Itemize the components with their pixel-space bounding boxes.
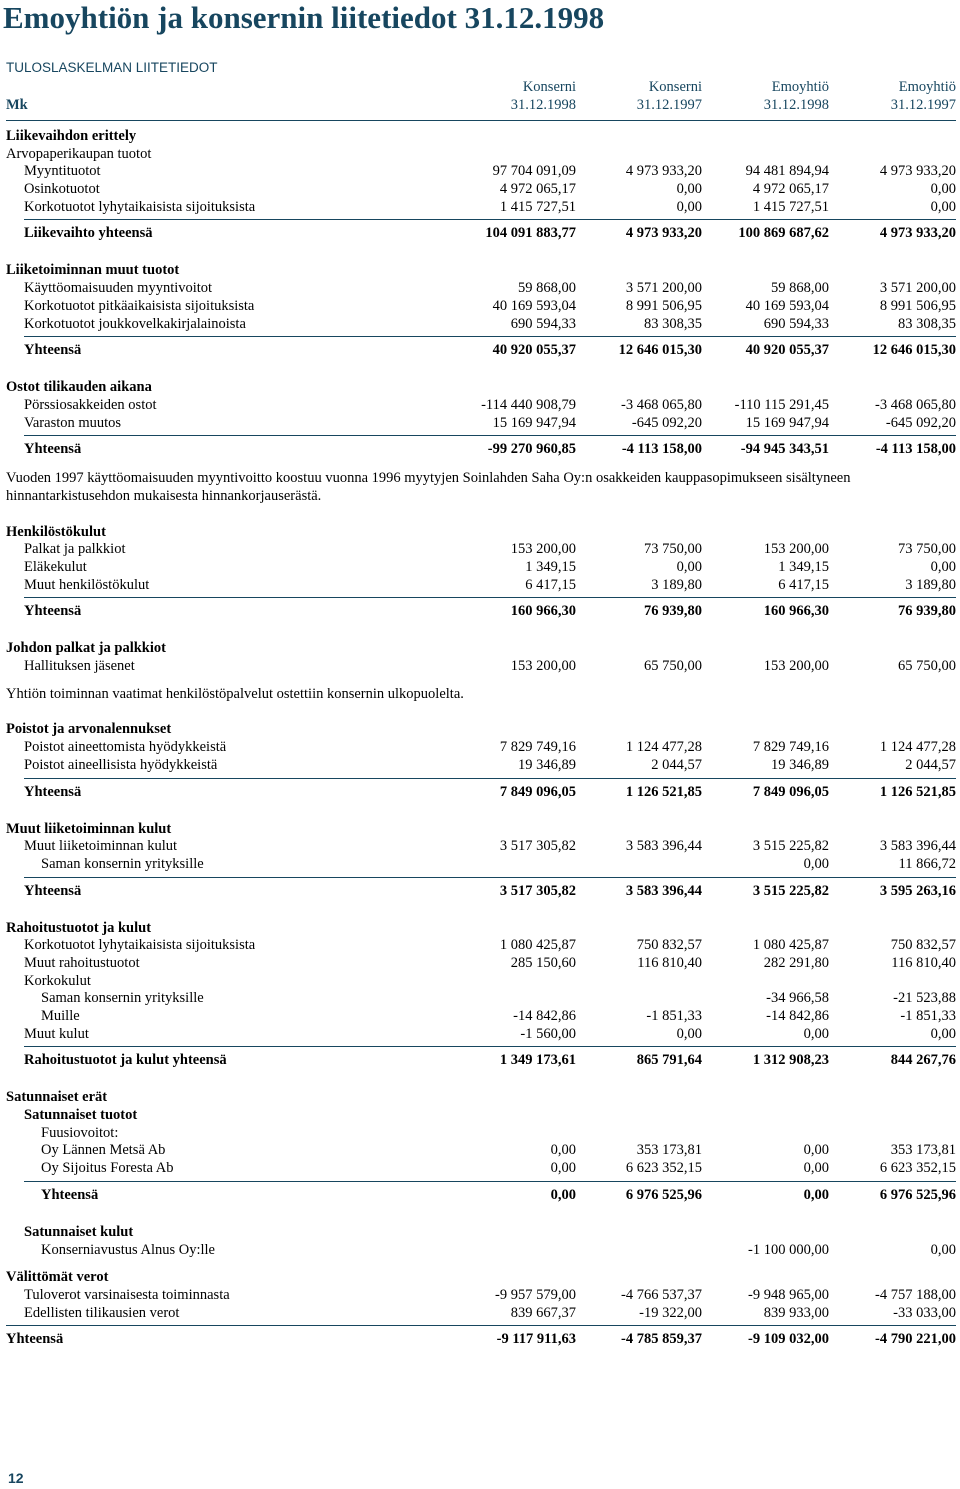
value-col-4: 3 595 263,16	[879, 882, 956, 899]
spacer	[0, 676, 960, 686]
value-col-4: 116 810,40	[891, 954, 956, 971]
value-col-4: -4 790 221,00	[875, 1331, 956, 1348]
value-col-2: 3 571 200,00	[625, 280, 702, 297]
value-col-2: -3 468 065,80	[621, 396, 702, 413]
value-col-2: 3 189,80	[651, 576, 702, 593]
note-paragraph: Yhtiön toiminnan vaatimat henkilöstöpalvelut ostettiin konsernin ulkopuolelta.	[6, 685, 464, 702]
value-col-1: 690 594,33	[510, 315, 576, 332]
row-label: Yhteensä	[24, 441, 82, 458]
value-col-2: 116 810,40	[637, 954, 702, 971]
notes-table	[0, 128, 960, 1350]
row-label: Muut henkilöstökulut	[24, 576, 150, 593]
table-row	[0, 181, 960, 199]
total-row	[0, 600, 960, 622]
value-col-2: 2 044,57	[651, 756, 702, 773]
row-label: Satunnaiset erät	[6, 1089, 108, 1106]
value-col-4: 0,00	[930, 181, 956, 198]
row-label: Oy Lännen Metsä Ab	[41, 1142, 166, 1159]
table-row	[0, 316, 960, 334]
value-col-1: 1 080 425,87	[499, 937, 576, 954]
total-row	[0, 781, 960, 803]
value-col-4: 353 173,81	[890, 1142, 956, 1159]
value-col-3: 94 481 894,94	[745, 163, 829, 180]
table-row	[0, 163, 960, 181]
row-label: Yhteensä	[41, 1186, 99, 1203]
value-col-4: 750 832,57	[890, 937, 956, 954]
table-row	[0, 856, 960, 874]
row-label: Liikevaihto yhteensä	[24, 225, 153, 242]
row-label: Osinkotuotot	[24, 181, 100, 198]
value-col-1: 40 920 055,37	[492, 342, 576, 359]
value-col-1: 97 704 091,09	[492, 163, 576, 180]
value-col-1: 839 667,37	[510, 1304, 576, 1321]
row-label: Muut liiketoiminnan kulut	[24, 838, 178, 855]
value-col-1: 153 200,00	[510, 541, 576, 558]
value-col-4: -3 468 065,80	[875, 396, 956, 413]
spacer	[0, 244, 960, 262]
total-row	[0, 880, 960, 902]
value-col-4: 3 571 200,00	[879, 280, 956, 297]
value-col-4: 4 973 933,20	[879, 225, 956, 242]
spacer	[0, 460, 960, 470]
section-heading	[0, 262, 960, 280]
section-heading	[0, 1269, 960, 1287]
table-row	[0, 757, 960, 775]
value-col-1: 0,00	[550, 1186, 576, 1203]
currency-unit-label: Mk	[6, 97, 28, 113]
value-col-4: 2 044,57	[905, 756, 956, 773]
row-label: Satunnaiset kulut	[24, 1223, 134, 1240]
row-label: Satunnaiset tuotot	[24, 1107, 138, 1124]
row-label: Korkotuotot pitkäaikaisista sijoituksista	[24, 297, 255, 314]
section-heading	[0, 524, 960, 542]
spacer	[0, 361, 960, 379]
table-row	[0, 1142, 960, 1160]
row-label: Yhteensä	[24, 603, 82, 620]
spacer	[0, 703, 960, 721]
table-row	[0, 739, 960, 757]
value-col-3: 839 933,00	[763, 1304, 829, 1321]
value-col-3: -9 948 965,00	[748, 1286, 829, 1303]
row-label: Poistot aineettomista hyödykkeistä	[24, 739, 227, 756]
col-1-date: 31.12.1998	[510, 97, 576, 113]
table-row	[0, 280, 960, 298]
table-row	[0, 146, 960, 164]
value-col-1: 1 349,15	[525, 559, 576, 576]
value-col-1: 19 346,89	[518, 756, 576, 773]
value-col-2: 6 976 525,96	[625, 1186, 702, 1203]
value-col-4: -4 113 158,00	[875, 441, 956, 458]
value-col-4: -1 851,33	[900, 1008, 956, 1025]
total-row	[0, 222, 960, 244]
value-col-4: 65 750,00	[898, 658, 956, 675]
page-title: Emoyhtiön ja konsernin liitetiedot 31.12.1998	[3, 0, 605, 35]
table-row	[0, 577, 960, 595]
value-col-3: 1 415 727,51	[752, 198, 829, 215]
row-label: Ostot tilikauden aikana	[6, 379, 152, 396]
value-col-1: -9 957 579,00	[495, 1286, 576, 1303]
total-row	[0, 339, 960, 361]
value-col-3: -1 100 000,00	[748, 1241, 829, 1258]
value-col-1: 4 972 065,17	[499, 181, 576, 198]
value-col-1: 3 517 305,82	[499, 882, 576, 899]
value-col-4: -21 523,88	[893, 990, 956, 1007]
value-col-4: 1 126 521,85	[879, 783, 956, 800]
value-col-4: 0,00	[930, 198, 956, 215]
page-number: 12	[8, 1470, 24, 1486]
row-label: Oy Sijoitus Foresta Ab	[41, 1160, 174, 1177]
header-divider	[6, 120, 956, 121]
col-4-date: 31.12.1997	[890, 97, 956, 113]
value-col-4: -33 033,00	[893, 1304, 956, 1321]
value-col-2: -4 785 859,37	[621, 1331, 702, 1348]
value-col-3: -9 109 032,00	[748, 1331, 829, 1348]
value-col-3: 59 868,00	[771, 280, 829, 297]
row-label: Hallituksen jäsenet	[24, 658, 135, 675]
row-label: Välittömät verot	[6, 1269, 109, 1286]
value-col-3: 19 346,89	[771, 756, 829, 773]
row-label: Konserniavustus Alnus Oy:lle	[41, 1241, 215, 1258]
value-col-2: -1 851,33	[646, 1008, 702, 1025]
value-col-1: -1 560,00	[520, 1025, 576, 1042]
value-col-1: 153 200,00	[510, 658, 576, 675]
row-label: Korkotuotot joukkovelkakirjalainoista	[24, 315, 246, 332]
value-col-4: 3 189,80	[905, 576, 956, 593]
value-col-2: 1 124 477,28	[625, 739, 702, 756]
table-row	[0, 937, 960, 955]
section-heading	[0, 920, 960, 938]
value-col-2: 1 126 521,85	[625, 783, 702, 800]
value-col-2: 0,00	[676, 181, 702, 198]
value-col-3: 15 169 947,94	[745, 414, 829, 431]
row-label: Tuloverot varsinaisesta toiminnasta	[24, 1286, 230, 1303]
row-label: Yhteensä	[24, 342, 82, 359]
value-col-2: 3 583 396,44	[625, 838, 702, 855]
row-label: Saman konsernin yrityksille	[41, 855, 204, 872]
section-heading	[0, 1089, 960, 1107]
section-heading	[0, 821, 960, 839]
row-label: Korkotuotot lyhytaikaisista sijoituksista	[24, 937, 256, 954]
value-col-4: 83 308,35	[898, 315, 956, 332]
row-label: Liikevaihdon erittely	[6, 128, 137, 144]
value-col-2: 0,00	[676, 1025, 702, 1042]
value-col-1: 160 966,30	[510, 603, 576, 620]
value-col-2: 76 939,80	[644, 603, 702, 620]
row-label: Poistot aineellisista hyödykkeistä	[24, 756, 218, 773]
value-col-1: 7 849 096,05	[499, 783, 576, 800]
total-row	[0, 1184, 960, 1206]
spacer	[0, 803, 960, 821]
row-label: Myyntituotot	[24, 163, 101, 180]
value-col-2: 3 583 396,44	[625, 882, 702, 899]
value-col-2: 0,00	[676, 198, 702, 215]
table-row	[0, 199, 960, 217]
col-2-date: 31.12.1997	[636, 97, 702, 113]
value-col-3: 40 169 593,04	[745, 297, 829, 314]
col-2-entity: Konserni	[648, 79, 702, 95]
value-col-3: 282 291,80	[763, 954, 829, 971]
value-col-1: 104 091 883,77	[485, 225, 576, 242]
value-col-4: 4 973 933,20	[879, 163, 956, 180]
value-col-4: 6 623 352,15	[879, 1160, 956, 1177]
value-col-2: 73 750,00	[644, 541, 702, 558]
row-label: Yhteensä	[24, 882, 82, 899]
value-col-2: 8 991 506,95	[625, 297, 702, 314]
table-row	[0, 1160, 960, 1178]
value-col-4: 844 267,76	[890, 1052, 956, 1069]
value-col-3: 100 869 687,62	[738, 225, 829, 242]
value-col-4: 76 939,80	[898, 603, 956, 620]
value-col-2: 865 791,64	[636, 1052, 702, 1069]
value-col-3: 690 594,33	[763, 315, 829, 332]
table-row	[0, 415, 960, 433]
row-label: Korkotuotot lyhytaikaisista sijoituksista	[24, 198, 256, 215]
value-col-3: 160 966,30	[763, 603, 829, 620]
value-col-1: -99 270 960,85	[487, 441, 576, 458]
row-label: Poistot ja arvonalennukset	[6, 721, 172, 738]
row-label: Johdon palkat ja palkkiot	[6, 640, 166, 657]
value-col-1: 1 415 727,51	[499, 198, 576, 215]
col-3-date: 31.12.1998	[763, 97, 829, 113]
value-col-1: 0,00	[550, 1142, 576, 1159]
section-heading	[0, 379, 960, 397]
value-col-3: 7 849 096,05	[752, 783, 829, 800]
value-col-1: -9 117 911,63	[496, 1331, 576, 1348]
value-col-3: 153 200,00	[763, 658, 829, 675]
col-3-entity: Emoyhtiö	[771, 79, 829, 95]
value-col-2: 750 832,57	[636, 937, 702, 954]
value-col-3: 3 515 225,82	[752, 838, 829, 855]
value-col-3: 1 349,15	[778, 559, 829, 576]
table-row	[0, 1008, 960, 1026]
table-row	[0, 559, 960, 577]
spacer	[0, 622, 960, 640]
table-row	[0, 1107, 960, 1125]
table-row	[0, 1224, 960, 1242]
table-row	[0, 990, 960, 1008]
value-col-4: 0,00	[930, 1241, 956, 1258]
table-row	[0, 973, 960, 991]
value-col-3: 0,00	[803, 1025, 829, 1042]
value-col-4: -4 757 188,00	[875, 1286, 956, 1303]
value-col-4: 12 646 015,30	[872, 342, 956, 359]
value-col-2: 65 750,00	[644, 658, 702, 675]
row-label: Yhteensä	[24, 783, 82, 800]
value-col-2: 6 623 352,15	[625, 1160, 702, 1177]
value-col-2: -19 322,00	[639, 1304, 702, 1321]
total-row	[0, 1049, 960, 1071]
value-col-1: -114 440 908,79	[481, 396, 576, 413]
value-col-3: -94 945 343,51	[740, 441, 829, 458]
value-col-2: -4 113 158,00	[621, 441, 702, 458]
row-label: Edellisten tilikausien verot	[24, 1304, 180, 1321]
value-col-3: -14 842,86	[766, 1008, 829, 1025]
table-row	[0, 955, 960, 973]
value-col-4: 6 976 525,96	[879, 1186, 956, 1203]
value-col-2: -4 766 537,37	[621, 1286, 702, 1303]
table-row	[0, 1287, 960, 1305]
value-col-1: 1 349 173,61	[499, 1052, 576, 1069]
row-label: Fuusiovoitot:	[41, 1124, 119, 1141]
value-col-3: 7 829 749,16	[752, 739, 829, 756]
row-label: Arvopaperikaupan tuotot	[6, 145, 152, 162]
value-col-3: 0,00	[803, 1142, 829, 1159]
value-col-1: -14 842,86	[513, 1008, 576, 1025]
spacer	[0, 1071, 960, 1089]
value-col-2: -645 092,20	[631, 414, 702, 431]
value-col-1: 0,00	[550, 1160, 576, 1177]
value-col-2: 83 308,35	[644, 315, 702, 332]
row-label: Käyttöomaisuuden myyntivoitot	[24, 280, 213, 297]
value-col-1: 285 150,60	[510, 954, 576, 971]
row-label: Muut kulut	[24, 1025, 89, 1042]
value-col-2: 4 973 933,20	[625, 163, 702, 180]
col-4-entity: Emoyhtiö	[898, 79, 956, 95]
table-row	[0, 658, 960, 676]
table-row	[0, 1305, 960, 1323]
value-col-1: 3 517 305,82	[499, 838, 576, 855]
spacer	[0, 1206, 960, 1224]
table-row	[0, 1242, 960, 1260]
value-col-4: 0,00	[930, 559, 956, 576]
value-col-4: 11 866,72	[898, 855, 956, 872]
row-label: Palkat ja palkkiot	[24, 541, 126, 558]
value-col-3: 1 312 908,23	[752, 1052, 829, 1069]
value-col-2: 353 173,81	[636, 1142, 702, 1159]
row-label: Liiketoiminnan muut tuotot	[6, 262, 180, 279]
value-col-3: -34 966,58	[766, 990, 829, 1007]
value-col-3: -110 115 291,45	[734, 396, 829, 413]
spacer	[0, 902, 960, 920]
row-label: Eläkekulut	[24, 559, 87, 576]
table-row	[0, 1026, 960, 1044]
row-label: Muut rahoitustuotot	[24, 954, 140, 971]
value-col-3: 1 080 425,87	[752, 937, 829, 954]
row-label: Henkilöstökulut	[6, 523, 106, 540]
section-subtitle: TULOSLASKELMAN LIITETIEDOT	[6, 60, 218, 75]
row-label: Yhteensä	[6, 1331, 64, 1348]
value-col-3: 153 200,00	[763, 541, 829, 558]
table-row	[0, 541, 960, 559]
value-col-4: 3 583 396,44	[879, 838, 956, 855]
row-label: Rahoitustuotot ja kulut	[6, 919, 152, 936]
note-paragraph: Vuoden 1997 käyttöomaisuuden myyntivoitto koostuu vuonna 1996 myytyjen Soinlahden Saha Oy:n osakkeiden kauppasopimukseen sisältyneen hinnantarkistusehdon mukaisesta hinnankorjauserästä.	[6, 470, 851, 504]
value-col-2: 12 646 015,30	[618, 342, 702, 359]
value-col-1: 40 169 593,04	[492, 297, 576, 314]
value-col-3: 6 417,15	[778, 576, 829, 593]
spacer	[0, 506, 960, 524]
row-label: Rahoitustuotot ja kulut yhteensä	[24, 1052, 227, 1069]
value-col-3: 0,00	[803, 855, 829, 872]
value-col-4: 73 750,00	[898, 541, 956, 558]
value-col-3: 4 972 065,17	[752, 181, 829, 198]
table-row	[0, 838, 960, 856]
value-col-4: -645 092,20	[885, 414, 956, 431]
section-heading	[0, 128, 960, 146]
value-col-4: 0,00	[930, 1025, 956, 1042]
table-row	[0, 1125, 960, 1143]
row-label: Pörssiosakkeiden ostot	[24, 396, 157, 413]
value-col-1: 59 868,00	[518, 280, 576, 297]
row-label: Varaston muutos	[24, 414, 122, 431]
value-col-1: 7 829 749,16	[499, 739, 576, 756]
section-heading	[0, 640, 960, 658]
total-row	[0, 438, 960, 460]
col-1-entity: Konserni	[522, 79, 576, 95]
value-col-1: 6 417,15	[525, 576, 576, 593]
value-col-3: 0,00	[803, 1186, 829, 1203]
value-col-3: 0,00	[803, 1160, 829, 1177]
section-heading	[0, 721, 960, 739]
spacer	[0, 1259, 960, 1269]
table-row	[0, 298, 960, 316]
row-label: Saman konsernin yrityksille	[41, 990, 204, 1007]
row-label: Muut liiketoiminnan kulut	[6, 820, 172, 837]
value-col-1: 15 169 947,94	[492, 414, 576, 431]
value-col-2: 0,00	[676, 559, 702, 576]
row-label: Muille	[41, 1008, 80, 1025]
total-row	[0, 1328, 960, 1350]
value-col-4: 1 124 477,28	[879, 739, 956, 756]
table-row	[0, 397, 960, 415]
value-col-3: 3 515 225,82	[752, 882, 829, 899]
value-col-3: 40 920 055,37	[745, 342, 829, 359]
row-label: Korkokulut	[24, 972, 91, 989]
value-col-2: 4 973 933,20	[625, 225, 702, 242]
value-col-4: 8 991 506,95	[879, 297, 956, 314]
